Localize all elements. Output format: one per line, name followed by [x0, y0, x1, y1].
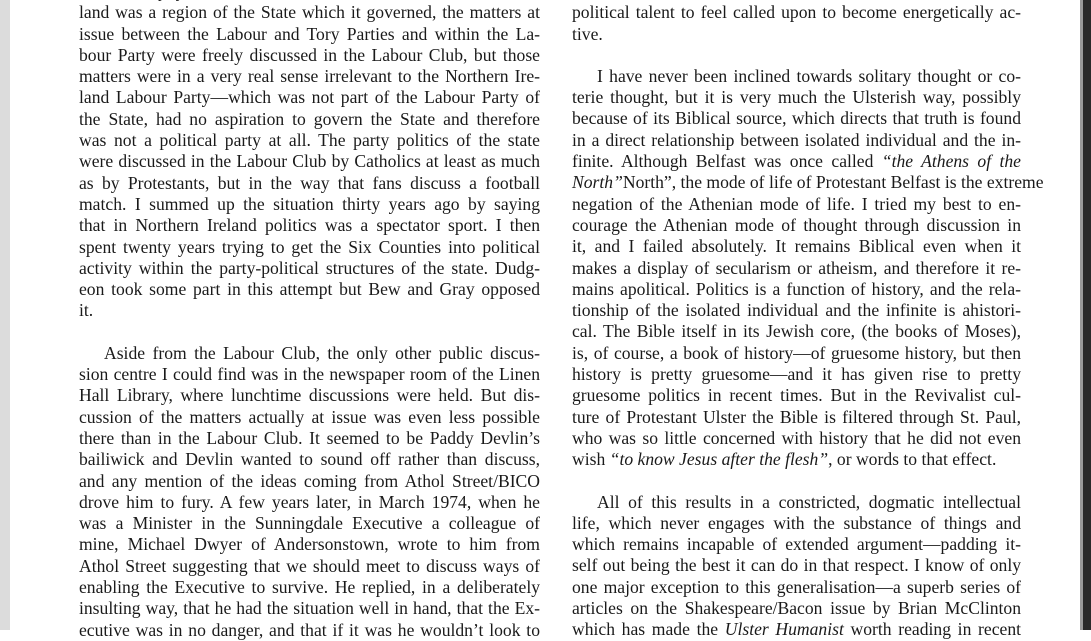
quotation: “to know Jesus after the flesh”	[609, 449, 829, 470]
text-line: negation of the Athenian mode of life. I tried my best to en-	[572, 193, 1021, 214]
text-line: that in Northern Ireland politics was a spectator sport. I then	[79, 215, 540, 236]
text-line-with-quote	[572, 449, 1021, 470]
text-line: were discussed in the Labour Club by Catholics at least as much	[79, 151, 540, 172]
text-line: tive.	[572, 23, 603, 44]
text-line: was a Minister in the Sunningdale Executive a colleague of	[79, 513, 540, 534]
text-line: ture of Protestant Ulster the Bible is filtered through St. Paul,	[572, 406, 1021, 427]
text-line: because of its Biblical source, which directs that truth is found	[572, 108, 1021, 129]
text-line: in a direct relationship between isolated individual and the in-	[572, 129, 1021, 150]
text-line: activity within the party-political structures of the state. Dudg-	[79, 257, 540, 278]
text-span: which has made the	[572, 619, 719, 640]
text-line: Hall Library, where lunchtime discussions were held. But dis-	[79, 385, 540, 406]
text-line: land was a region of the State which it governed, the matters at	[79, 2, 540, 23]
text-line: enabling the Executive to survive. He replied, in a deliberately	[79, 577, 540, 598]
text-line: was not a political party at all. The party politics of the state	[79, 130, 540, 151]
paragraph	[79, 0, 540, 322]
text-line: ecutive was in no danger, and that if it was he wouldn’t look to	[79, 619, 540, 640]
text-line: Aside from the Labour Club, the only other public discus-	[104, 342, 540, 363]
text-line: insulting way, that he had the situation well in hand, that the Ex-	[79, 598, 540, 619]
text-line: All of this results in a constricted, dogmatic intellectual	[597, 491, 1021, 512]
text-line: gruesome politics in recent times. But in the Revivalist cul-	[572, 385, 1021, 406]
publication-title: Ulster Humanist	[724, 619, 844, 640]
text-line: matters were in a very real sense irrelevant to the Northern Ire-	[79, 66, 540, 87]
text-line	[572, 172, 1044, 193]
text-line: eon took some part in this attempt but Bew and Gray opposed	[79, 279, 540, 300]
text-line: bour Party were freely discussed in the Labour Club, but those	[79, 44, 540, 65]
text-line: history is pretty gruesome—and it has given rise to pretty	[572, 364, 1021, 385]
text-line: there than in the Labour Club. It seemed to be Paddy Devlin’s	[79, 427, 540, 448]
text-line: which remains incapable of extended argument—padding it-	[572, 534, 1021, 555]
text-span: North”, the mode of life of Protestant Belfast is the extreme	[622, 172, 1044, 193]
text-line: issue between the Labour and Tory Parties and within the La-	[79, 23, 540, 44]
text-line: sion centre I could find was in the newspaper room of the Linen	[79, 364, 540, 385]
paragraph	[572, 492, 1021, 641]
text-line: as by Protestants, but in the way that fans discuss a football	[79, 172, 540, 193]
page-edge-left	[0, 0, 10, 630]
paragraph-gap	[572, 471, 1021, 492]
paragraph	[79, 343, 540, 641]
text-line: it, and I failed absolutely. It remains Biblical even when it	[572, 236, 1021, 257]
text-line: one major exception to this generalisation—a superb series of	[572, 576, 1021, 597]
quotation: “the Athens of the	[881, 151, 1021, 172]
text-line: match. I summed up the situation thirty years ago by saying	[79, 193, 540, 214]
text-line: political talent to feel called upon to become energetically ac-	[572, 2, 1021, 23]
text-line: makes a display of secularism or atheism, and therefore it re-	[572, 257, 1021, 278]
text-line: land Labour Party—which was not part of the Labour Party of	[79, 87, 540, 108]
text-line: articles on the Shakespeare/Bacon issue by Brian McClinton	[572, 598, 1021, 619]
text-line: tionship of the isolated individual and the infinite is ahistori-	[572, 300, 1021, 321]
text-span: wish	[572, 449, 606, 470]
text-line: mains apolitical. Politics is a function of history, and the rela-	[572, 278, 1021, 299]
text-line: I have never been inclined towards solitary thought or co-	[597, 65, 1021, 86]
text-line: cussion of the matters actually at issue was even less possible	[79, 406, 540, 427]
text-line: courage the Athenian mode of thought through discussion in	[572, 214, 1021, 235]
text-line: is, of course, a book of history—of gruesome history, but then	[572, 342, 1021, 363]
paragraph-gap	[79, 322, 540, 343]
text-line: Athol Street suggesting that we should meet to discuss ways of	[79, 555, 540, 576]
text-line: who was so little concerned with history that he did not even	[572, 427, 1021, 448]
right-column	[572, 0, 1044, 641]
text-line: cal. The Bible itself in its Jewish core, (the books of Moses),	[572, 321, 1021, 342]
left-column	[79, 0, 540, 641]
paragraph-gap	[572, 45, 1021, 66]
quotation: North”	[572, 172, 623, 193]
text-line: spent twenty years trying to get the Six Counties into political	[79, 236, 540, 257]
text-line: drove him to fury. A few years later, in March 1974, when he	[79, 491, 540, 512]
text-line: terie thought, but it is very much the Ulsterish way, possibly	[572, 87, 1021, 108]
paragraph	[572, 65, 1044, 471]
paragraph	[572, 0, 1021, 45]
text-line-with-quote	[572, 151, 1021, 172]
text-line: and any mention of the ideas coming from Athol Street/BICO	[79, 470, 540, 491]
text-span: worth reading in recent	[850, 619, 1022, 640]
text-line: life, which never engages with the substance of things and	[572, 512, 1021, 533]
text-line: bailiwick and Devlin wanted to sound off rather than discuss,	[79, 449, 540, 470]
text-line: the State, had no aspiration to govern the State and therefore	[79, 108, 540, 129]
text-span: , or words to that effect.	[828, 449, 997, 470]
text-line: it.	[79, 300, 94, 321]
text-line: mine, Michael Dwyer of Andersonstown, wrote to him from	[79, 534, 540, 555]
text-span: finite. Although Belfast was once called	[572, 151, 874, 172]
text-line: self out being the best it can do in that respect. I know of only	[572, 555, 1021, 576]
page-edge-right	[1083, 0, 1091, 630]
